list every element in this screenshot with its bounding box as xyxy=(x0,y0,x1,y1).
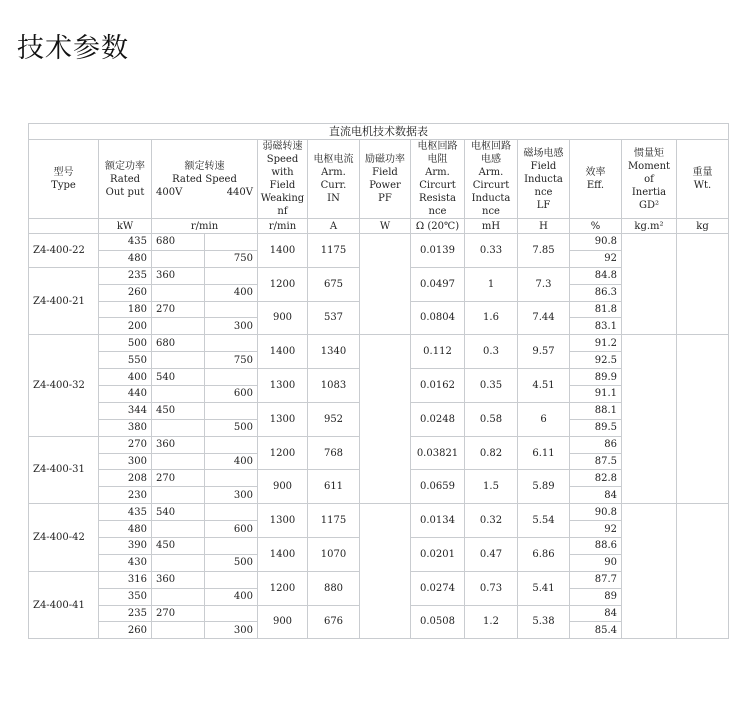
cell-rated-power: 435 xyxy=(99,504,152,521)
cell-rated-power: 208 xyxy=(99,470,152,487)
header-rated-power-line: 额定功率 xyxy=(105,160,145,172)
cell-weak-speed: 1300 xyxy=(258,504,308,538)
cell-speed-400v: 360 xyxy=(152,267,205,284)
cell-field-inductance: 7.3 xyxy=(518,267,570,301)
cell-speed-440v xyxy=(205,335,258,352)
header-field-power xyxy=(360,140,411,219)
cell-efficiency: 90.8 xyxy=(570,234,622,251)
cell-arm-inductance: 1.6 xyxy=(465,301,518,335)
header-moment-of-inertia-line: 惯量矩 xyxy=(634,147,664,159)
cell-weak-speed: 1300 xyxy=(258,402,308,436)
header-arm-resistance-line: 电枢回路 xyxy=(417,141,458,152)
cell-arm-resistance: 0.0274 xyxy=(411,571,465,605)
cell-arm-inductance: 0.3 xyxy=(465,335,518,369)
cell-weak-speed: 1400 xyxy=(258,538,308,572)
cell-speed-400v xyxy=(152,521,205,538)
cell-speed-440v: 300 xyxy=(205,318,258,335)
cell-rated-power: 200 xyxy=(99,318,152,335)
cell-field-inductance: 6 xyxy=(518,402,570,436)
header-moment-of-inertia-line: GD² xyxy=(638,199,659,211)
table-title: 直流电机技术数据表 xyxy=(29,124,729,140)
cell-arm-resistance: 0.0201 xyxy=(411,538,465,572)
header-speed-400v: 400V xyxy=(156,186,183,198)
cell-rated-power: 440 xyxy=(99,386,152,403)
cell-arm-resistance: 0.0659 xyxy=(411,470,465,504)
header-field-power-line: 励磁功率 xyxy=(365,154,405,165)
header-arm-inductance-line: nce xyxy=(482,206,500,217)
cell-speed-440v xyxy=(205,234,258,251)
header-weak-field-speed-line: Weaking xyxy=(260,193,305,204)
cell-speed-400v: 270 xyxy=(152,301,205,318)
cell-efficiency: 86.3 xyxy=(570,284,622,301)
cell-efficiency: 82.8 xyxy=(570,470,622,487)
cell-speed-400v: 450 xyxy=(152,538,205,555)
header-field-inductance-line: LF xyxy=(536,199,551,211)
cell-rated-power: 430 xyxy=(99,554,152,571)
unit-weak-speed: r/min xyxy=(258,219,308,234)
cell-efficiency: 92 xyxy=(570,250,622,267)
cell-speed-400v: 540 xyxy=(152,504,205,521)
unit-field-power: W xyxy=(360,219,411,234)
header-moment-of-inertia-line: Moment xyxy=(627,160,671,172)
header-arm-current-line: Curr. xyxy=(320,180,347,191)
header-arm-resistance-line: 电阻 xyxy=(427,154,448,165)
header-rated-speed xyxy=(152,140,258,219)
header-arm-current-line: IN xyxy=(327,193,340,204)
unit-inductance: mH xyxy=(465,219,518,234)
cell-arm-current: 1175 xyxy=(308,234,360,268)
cell-type: Z4-400-22 xyxy=(29,234,99,268)
unit-moment: kg.m² xyxy=(622,219,677,234)
header-field-power-line: Field xyxy=(372,167,398,178)
cell-weak-speed: 1200 xyxy=(258,267,308,301)
cell-arm-resistance: 0.0139 xyxy=(411,234,465,268)
header-weak-field-speed-line: 弱磁转速 xyxy=(262,141,303,152)
cell-weight xyxy=(677,234,729,335)
cell-speed-400v xyxy=(152,284,205,301)
header-weak-field-speed-line: nf xyxy=(277,206,288,217)
header-arm-resistance xyxy=(411,140,465,219)
unit-field-inductance: H xyxy=(518,219,570,234)
cell-speed-440v xyxy=(205,402,258,419)
cell-speed-400v: 680 xyxy=(152,234,205,251)
cell-rated-power: 480 xyxy=(99,521,152,538)
cell-efficiency: 90 xyxy=(570,554,622,571)
spec-table-body xyxy=(29,124,729,639)
cell-arm-current: 537 xyxy=(308,301,360,335)
header-arm-inductance-line: Arm. xyxy=(478,167,504,178)
cell-rated-power: 400 xyxy=(99,369,152,386)
cell-arm-inductance: 0.47 xyxy=(465,538,518,572)
cell-speed-440v xyxy=(205,470,258,487)
cell-arm-current: 1175 xyxy=(308,504,360,538)
cell-efficiency: 83.1 xyxy=(570,318,622,335)
cell-arm-resistance: 0.0134 xyxy=(411,504,465,538)
cell-arm-inductance: 0.35 xyxy=(465,369,518,403)
cell-speed-440v xyxy=(205,504,258,521)
cell-type: Z4-400-42 xyxy=(29,504,99,572)
cell-rated-power: 235 xyxy=(99,267,152,284)
cell-speed-400v xyxy=(152,487,205,504)
cell-speed-400v: 680 xyxy=(152,335,205,352)
cell-speed-440v: 400 xyxy=(205,284,258,301)
header-rated-speed-en: Rated Speed xyxy=(172,173,237,185)
cell-rated-power: 380 xyxy=(99,419,152,436)
unit-speed: r/min xyxy=(152,219,258,234)
header-efficiency xyxy=(570,140,622,219)
cell-efficiency: 84 xyxy=(570,487,622,504)
cell-arm-resistance: 0.0497 xyxy=(411,267,465,301)
cell-efficiency: 89 xyxy=(570,588,622,605)
header-efficiency-line: 效率 xyxy=(585,167,606,178)
cell-efficiency: 89.5 xyxy=(570,419,622,436)
cell-efficiency: 90.8 xyxy=(570,504,622,521)
cell-field-inductance: 6.86 xyxy=(518,538,570,572)
header-field-inductance xyxy=(518,140,570,219)
cell-speed-400v: 270 xyxy=(152,470,205,487)
cell-arm-resistance: 0.0248 xyxy=(411,402,465,436)
cell-speed-440v: 600 xyxy=(205,386,258,403)
cell-arm-resistance: 0.112 xyxy=(411,335,465,369)
cell-arm-resistance: 0.0804 xyxy=(411,301,465,335)
cell-speed-440v: 400 xyxy=(205,453,258,470)
cell-arm-inductance: 0.73 xyxy=(465,571,518,605)
cell-field-inductance: 7.44 xyxy=(518,301,570,335)
cell-weak-speed: 1400 xyxy=(258,234,308,268)
cell-rated-power: 350 xyxy=(99,588,152,605)
header-field-power-line: PF xyxy=(378,193,392,204)
cell-efficiency: 88.1 xyxy=(570,402,622,419)
cell-speed-440v xyxy=(205,369,258,386)
cell-arm-current: 1070 xyxy=(308,538,360,572)
cell-speed-440v: 750 xyxy=(205,250,258,267)
cell-arm-inductance: 0.33 xyxy=(465,234,518,268)
header-moment-of-inertia-line: Inertia xyxy=(631,186,667,198)
cell-weight xyxy=(677,335,729,504)
cell-weak-speed: 900 xyxy=(258,470,308,504)
header-field-inductance-line: nce xyxy=(534,186,553,198)
unit-efficiency: % xyxy=(570,219,622,234)
cell-efficiency: 92.5 xyxy=(570,352,622,369)
cell-arm-current: 675 xyxy=(308,267,360,301)
header-arm-resistance-line: Arm. xyxy=(425,167,450,178)
header-type xyxy=(29,140,99,219)
cell-arm-resistance: 0.0508 xyxy=(411,605,465,639)
unit-weight: kg xyxy=(677,219,729,234)
cell-arm-current: 768 xyxy=(308,436,360,470)
header-weak-field-speed xyxy=(258,140,308,219)
header-arm-current-line: 电枢电流 xyxy=(313,154,354,165)
cell-arm-current: 676 xyxy=(308,605,360,639)
cell-arm-inductance: 0.58 xyxy=(465,402,518,436)
cell-rated-power: 260 xyxy=(99,284,152,301)
cell-speed-400v xyxy=(152,318,205,335)
table-title-row xyxy=(29,124,729,140)
cell-field-inductance: 5.38 xyxy=(518,605,570,639)
cell-rated-power: 270 xyxy=(99,436,152,453)
cell-rated-power: 480 xyxy=(99,250,152,267)
cell-field-inductance: 5.89 xyxy=(518,470,570,504)
cell-efficiency: 91.1 xyxy=(570,386,622,403)
header-speed-440v: 440V xyxy=(226,186,253,198)
header-field-inductance-line: Inducta xyxy=(524,173,563,185)
cell-speed-440v: 500 xyxy=(205,419,258,436)
spec-table xyxy=(28,123,729,639)
cell-speed-440v xyxy=(205,267,258,284)
cell-speed-400v xyxy=(152,419,205,436)
cell-field-inductance: 5.41 xyxy=(518,571,570,605)
cell-speed-400v xyxy=(152,250,205,267)
page-title: 技术参数 xyxy=(17,33,129,64)
header-weak-field-speed-line: Field xyxy=(269,180,296,191)
header-arm-inductance-line: 电枢回路 xyxy=(471,141,511,152)
cell-field-inductance: 7.85 xyxy=(518,234,570,268)
cell-field-power xyxy=(360,335,411,504)
header-weight-line: 重量 xyxy=(692,167,713,178)
header-type-line: Type xyxy=(51,180,76,191)
header-field-inductance-line: 磁场电感 xyxy=(523,147,564,159)
header-arm-inductance-line: Circurt xyxy=(472,180,510,191)
header-weak-field-speed-line: with xyxy=(271,167,294,178)
cell-arm-inductance: 0.82 xyxy=(465,436,518,470)
cell-arm-current: 952 xyxy=(308,402,360,436)
cell-speed-440v xyxy=(205,301,258,318)
cell-speed-400v: 360 xyxy=(152,436,205,453)
header-arm-inductance-line: Inducta xyxy=(471,193,511,204)
cell-arm-current: 1083 xyxy=(308,369,360,403)
cell-efficiency: 84.8 xyxy=(570,267,622,284)
header-arm-current xyxy=(308,140,360,219)
cell-efficiency: 89.9 xyxy=(570,369,622,386)
cell-field-power xyxy=(360,504,411,639)
header-weak-field-speed-line: Speed xyxy=(266,154,299,165)
cell-speed-440v: 600 xyxy=(205,521,258,538)
cell-weak-speed: 1200 xyxy=(258,571,308,605)
cell-speed-400v: 360 xyxy=(152,571,205,588)
cell-efficiency: 86 xyxy=(570,436,622,453)
cell-arm-inductance: 1 xyxy=(465,267,518,301)
cell-rated-power: 550 xyxy=(99,352,152,369)
header-rated-speed-cn: 额定转速 xyxy=(184,160,225,172)
unit-resistance: Ω (20℃) xyxy=(411,219,465,234)
header-rated-power-line: Rated xyxy=(109,173,141,185)
cell-field-power xyxy=(360,234,411,335)
cell-speed-440v xyxy=(205,605,258,622)
cell-efficiency: 92 xyxy=(570,521,622,538)
cell-efficiency: 81.8 xyxy=(570,301,622,318)
cell-weak-speed: 1400 xyxy=(258,335,308,369)
header-arm-resistance-line: nce xyxy=(428,206,447,217)
cell-speed-440v xyxy=(205,436,258,453)
table-row xyxy=(29,504,729,521)
cell-efficiency: 87.5 xyxy=(570,453,622,470)
cell-speed-440v xyxy=(205,538,258,555)
cell-rated-power: 235 xyxy=(99,605,152,622)
cell-rated-power: 180 xyxy=(99,301,152,318)
cell-rated-power: 435 xyxy=(99,234,152,251)
cell-type: Z4-400-41 xyxy=(29,571,99,639)
header-rated-power-line: Out put xyxy=(105,186,145,198)
header-arm-current-line: Arm. xyxy=(321,167,346,178)
cell-arm-resistance: 0.03821 xyxy=(411,436,465,470)
unit-type xyxy=(29,219,99,234)
cell-speed-440v: 300 xyxy=(205,487,258,504)
cell-type: Z4-400-21 xyxy=(29,267,99,335)
header-weight xyxy=(677,140,729,219)
cell-speed-440v: 300 xyxy=(205,622,258,639)
header-efficiency-line: Eff. xyxy=(586,180,605,191)
cell-rated-power: 500 xyxy=(99,335,152,352)
cell-speed-440v: 500 xyxy=(205,554,258,571)
header-field-inductance-line: Field xyxy=(530,160,557,172)
cell-arm-inductance: 1.2 xyxy=(465,605,518,639)
cell-weak-speed: 900 xyxy=(258,301,308,335)
cell-efficiency: 91.2 xyxy=(570,335,622,352)
unit-row xyxy=(29,219,729,234)
cell-field-inductance: 4.51 xyxy=(518,369,570,403)
cell-speed-400v xyxy=(152,622,205,639)
cell-arm-current: 1340 xyxy=(308,335,360,369)
cell-efficiency: 84 xyxy=(570,605,622,622)
header-field-power-line: Power xyxy=(369,180,401,191)
header-rated-power xyxy=(99,140,152,219)
cell-efficiency: 88.6 xyxy=(570,538,622,555)
header-arm-resistance-line: Resista xyxy=(419,193,456,204)
cell-arm-current: 611 xyxy=(308,470,360,504)
cell-field-inductance: 9.57 xyxy=(518,335,570,369)
cell-rated-power: 316 xyxy=(99,571,152,588)
cell-rated-power: 230 xyxy=(99,487,152,504)
header-weight-line: Wt. xyxy=(693,180,712,191)
table-row xyxy=(29,234,729,251)
cell-weight xyxy=(677,504,729,639)
header-arm-inductance-line: 电感 xyxy=(481,154,501,165)
header-moment-of-inertia-line: of xyxy=(644,173,654,185)
header-arm-resistance-line: Circurt xyxy=(419,180,456,191)
cell-speed-400v: 270 xyxy=(152,605,205,622)
cell-speed-440v: 750 xyxy=(205,352,258,369)
cell-efficiency: 85.4 xyxy=(570,622,622,639)
cell-speed-400v xyxy=(152,453,205,470)
cell-moment-of-inertia xyxy=(622,335,677,504)
header-type-line: 型号 xyxy=(53,167,74,178)
cell-speed-400v xyxy=(152,554,205,571)
cell-type: Z4-400-31 xyxy=(29,436,99,504)
cell-rated-power: 390 xyxy=(99,538,152,555)
cell-speed-400v: 450 xyxy=(152,402,205,419)
cell-rated-power: 260 xyxy=(99,622,152,639)
cell-moment-of-inertia xyxy=(622,234,677,335)
header-moment-of-inertia xyxy=(622,140,677,219)
cell-field-inductance: 6.11 xyxy=(518,436,570,470)
cell-field-inductance: 5.54 xyxy=(518,504,570,538)
cell-moment-of-inertia xyxy=(622,504,677,639)
cell-arm-inductance: 1.5 xyxy=(465,470,518,504)
cell-speed-400v xyxy=(152,352,205,369)
cell-speed-400v: 540 xyxy=(152,369,205,386)
cell-weak-speed: 1300 xyxy=(258,369,308,403)
cell-type: Z4-400-32 xyxy=(29,335,99,436)
cell-arm-inductance: 0.32 xyxy=(465,504,518,538)
cell-arm-current: 880 xyxy=(308,571,360,605)
cell-rated-power: 300 xyxy=(99,453,152,470)
cell-speed-400v xyxy=(152,588,205,605)
cell-speed-440v xyxy=(205,571,258,588)
unit-arm-current: A xyxy=(308,219,360,234)
table-row xyxy=(29,335,729,352)
cell-speed-400v xyxy=(152,386,205,403)
cell-speed-440v: 400 xyxy=(205,588,258,605)
cell-rated-power: 344 xyxy=(99,402,152,419)
cell-arm-resistance: 0.0162 xyxy=(411,369,465,403)
cell-weak-speed: 900 xyxy=(258,605,308,639)
cell-efficiency: 87.7 xyxy=(570,571,622,588)
header-row xyxy=(29,140,729,219)
cell-weak-speed: 1200 xyxy=(258,436,308,470)
unit-power: kW xyxy=(99,219,152,234)
header-arm-inductance xyxy=(465,140,518,219)
